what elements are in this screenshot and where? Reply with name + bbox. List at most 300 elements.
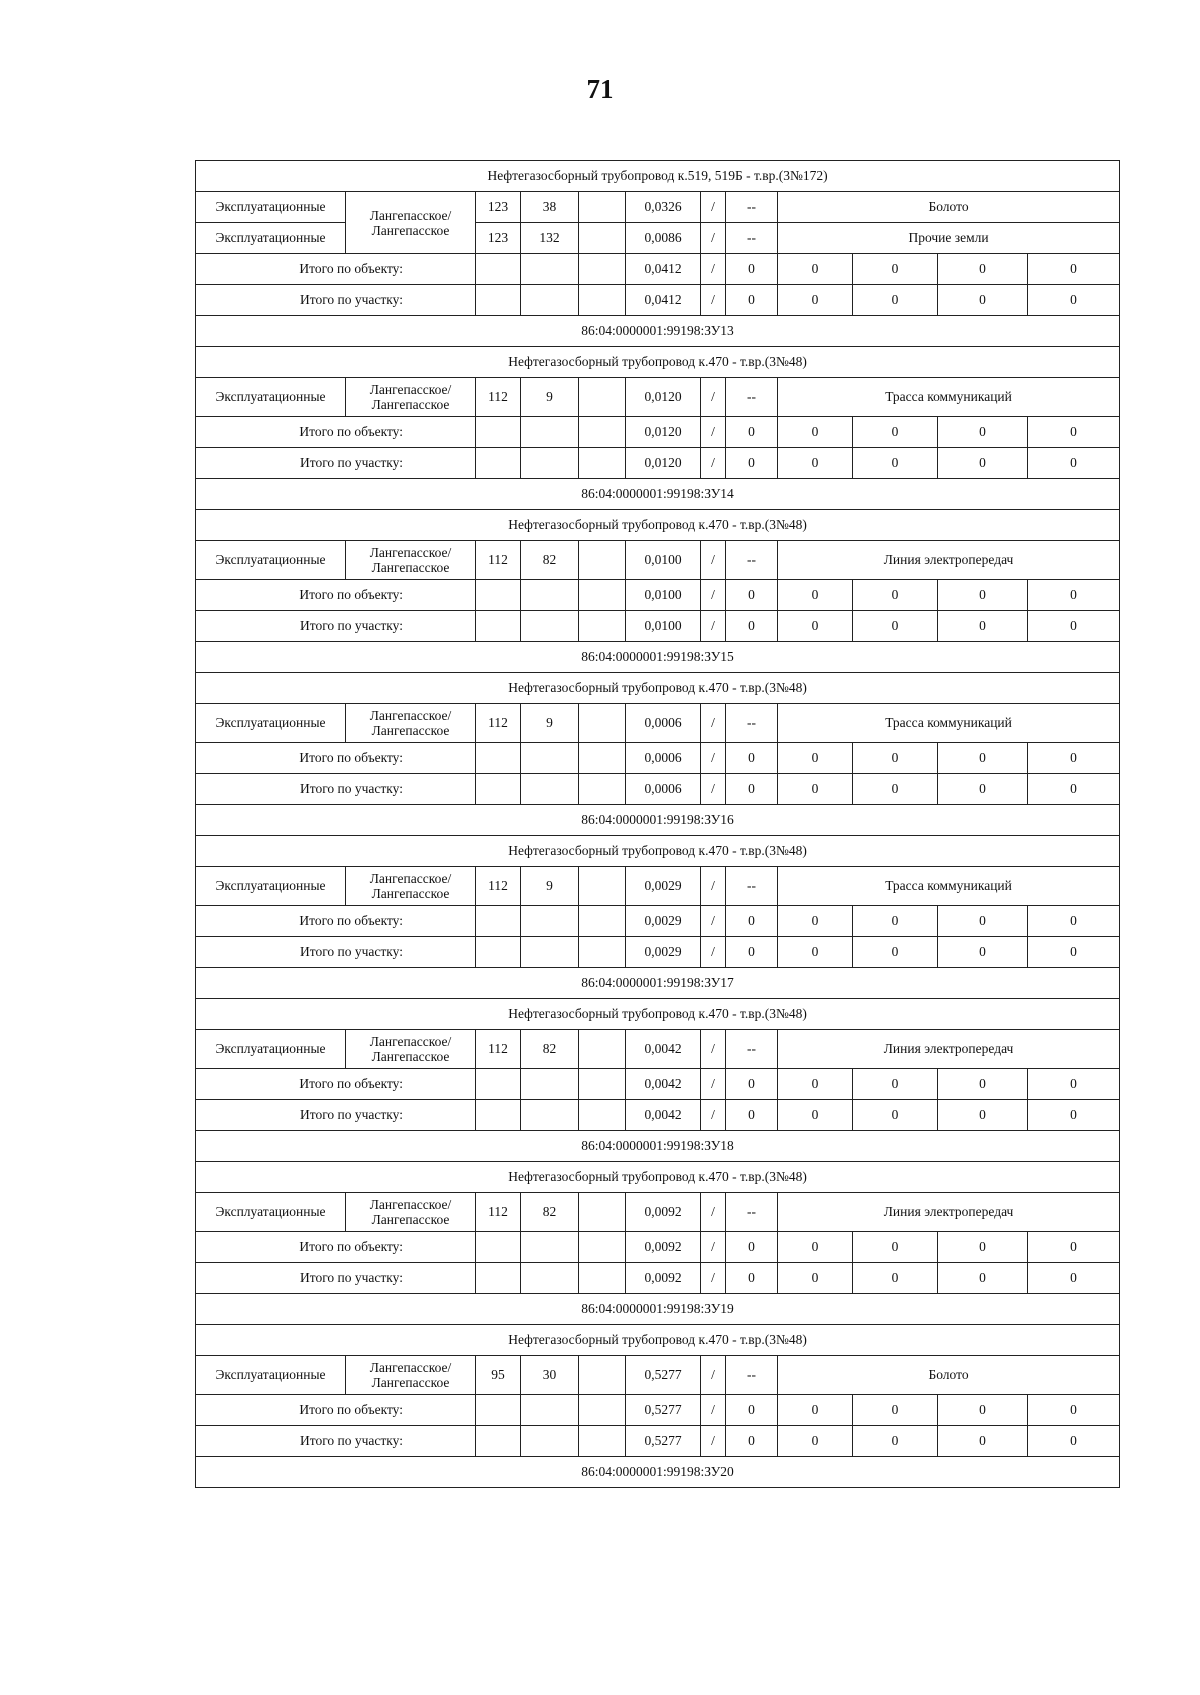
zero-value: 0 [938,1395,1028,1426]
empty-cell [476,611,521,642]
empty-cell [579,541,626,580]
slash-mark: / [701,223,726,254]
slash-mark: / [701,1069,726,1100]
zero-value: 0 [938,417,1028,448]
zero-value: 0 [726,1395,778,1426]
zero-value: 0 [1028,611,1120,642]
zero-value: 0 [726,1232,778,1263]
usage-type: Эксплуатационные [196,1030,346,1069]
zero-value: 0 [778,580,853,611]
land-category: Линия электропередач [778,541,1120,580]
zero-value: 0 [853,1395,938,1426]
zero-value: 0 [853,937,938,968]
zero-value: 0 [853,906,938,937]
cadastral-number: 86:04:0000001:99198:ЗУ19 [196,1294,1120,1325]
total-object-row [196,1232,1120,1263]
empty-cell [476,1426,521,1457]
total-label: Итого по объекту: [196,1395,476,1426]
zero-value: 0 [1028,1395,1120,1426]
zero-value: 0 [778,1263,853,1294]
zero-value: 0 [778,417,853,448]
total-section-row [196,285,1120,316]
empty-cell [579,1193,626,1232]
forestry-district: Лангепасское/ Лангепасское [346,192,476,254]
empty-cell [521,285,579,316]
detail-row [196,1356,1120,1395]
cadastral-number: 86:04:0000001:99198:ЗУ14 [196,479,1120,510]
zero-value: 0 [938,906,1028,937]
slash-mark: / [701,704,726,743]
dash-mark: -- [726,541,778,580]
zero-value: 0 [1028,448,1120,479]
cadastral-number: 86:04:0000001:99198:ЗУ15 [196,642,1120,673]
empty-cell [579,774,626,805]
forestry-district: Лангепасское/ Лангепасское [346,1356,476,1395]
zero-value: 0 [778,906,853,937]
slash-mark: / [701,1030,726,1069]
empty-cell [521,906,579,937]
total-section-row [196,611,1120,642]
total-label: Итого по объекту: [196,254,476,285]
zero-value: 0 [778,285,853,316]
zero-value: 0 [778,743,853,774]
slash-mark: / [701,867,726,906]
zero-value: 0 [778,774,853,805]
zero-value: 0 [853,774,938,805]
quarter-number: 95 [476,1356,521,1395]
zero-value: 0 [938,774,1028,805]
zero-value: 0 [726,906,778,937]
total-area: 0,5277 [626,1395,701,1426]
cadastral-number: 86:04:0000001:99198:ЗУ18 [196,1131,1120,1162]
detail-row [196,704,1120,743]
total-area: 0,0092 [626,1232,701,1263]
slash-mark: / [701,1193,726,1232]
dash-mark: -- [726,223,778,254]
area-value: 0,0029 [626,867,701,906]
zero-value: 0 [853,1426,938,1457]
section-header-row [196,161,1120,192]
zero-value: 0 [938,1100,1028,1131]
total-label: Итого по участку: [196,285,476,316]
allotment-number: 82 [521,1030,579,1069]
cadastral-number: 86:04:0000001:99198:ЗУ20 [196,1457,1120,1488]
total-area: 0,0120 [626,417,701,448]
quarter-number: 112 [476,1030,521,1069]
detail-row [196,378,1120,417]
allotment-number: 82 [521,541,579,580]
slash-mark: / [701,611,726,642]
empty-cell [521,1069,579,1100]
empty-cell [579,223,626,254]
pipeline-name: Нефтегазосборный трубопровод к.470 - т.вр.(3№48) [196,1162,1120,1193]
total-area: 0,0100 [626,580,701,611]
empty-cell [476,937,521,968]
slash-mark: / [701,1232,726,1263]
empty-cell [579,192,626,223]
empty-cell [476,774,521,805]
total-label: Итого по участку: [196,774,476,805]
quarter-number: 123 [476,223,521,254]
dash-mark: -- [726,1356,778,1395]
empty-cell [579,378,626,417]
empty-cell [579,1069,626,1100]
allotment-number: 38 [521,192,579,223]
zero-value: 0 [778,611,853,642]
empty-cell [521,1100,579,1131]
zero-value: 0 [1028,1069,1120,1100]
pipeline-name: Нефтегазосборный трубопровод к.470 - т.вр.(3№48) [196,347,1120,378]
empty-cell [579,937,626,968]
zero-value: 0 [778,1100,853,1131]
allotment-number: 82 [521,1193,579,1232]
empty-cell [579,1263,626,1294]
area-value: 0,0006 [626,704,701,743]
empty-cell [521,448,579,479]
empty-cell [521,1232,579,1263]
area-value: 0,5277 [626,1356,701,1395]
zero-value: 0 [726,1069,778,1100]
area-value: 0,0100 [626,541,701,580]
cadastral-row [196,642,1120,673]
section-header-row [196,347,1120,378]
section-header-row [196,1325,1120,1356]
zero-value: 0 [853,743,938,774]
empty-cell [579,1356,626,1395]
detail-row [196,1030,1120,1069]
zero-value: 0 [853,285,938,316]
empty-cell [579,1232,626,1263]
zero-value: 0 [726,254,778,285]
usage-type: Эксплуатационные [196,867,346,906]
total-label: Итого по объекту: [196,417,476,448]
cadastral-row [196,479,1120,510]
area-value: 0,0326 [626,192,701,223]
detail-row [196,223,1120,254]
zero-value: 0 [726,774,778,805]
dash-mark: -- [726,1193,778,1232]
empty-cell [521,611,579,642]
zero-value: 0 [938,1232,1028,1263]
empty-cell [521,774,579,805]
total-object-row [196,906,1120,937]
zero-value: 0 [726,743,778,774]
slash-mark: / [701,285,726,316]
dash-mark: -- [726,1030,778,1069]
pipeline-name: Нефтегазосборный трубопровод к.470 - т.вр.(3№48) [196,1325,1120,1356]
zero-value: 0 [938,254,1028,285]
cadastral-number: 86:04:0000001:99198:ЗУ13 [196,316,1120,347]
forestry-district: Лангепасское/ Лангепасское [346,1030,476,1069]
cadastral-row [196,1131,1120,1162]
total-section-row [196,1100,1120,1131]
slash-mark: / [701,1426,726,1457]
total-object-row [196,254,1120,285]
allotment-number: 9 [521,867,579,906]
forestry-district: Лангепасское/ Лангепасское [346,541,476,580]
zero-value: 0 [1028,1263,1120,1294]
total-section-row [196,937,1120,968]
total-section-row [196,1263,1120,1294]
zero-value: 0 [1028,1232,1120,1263]
cadastral-number: 86:04:0000001:99198:ЗУ17 [196,968,1120,999]
detail-row [196,541,1120,580]
zero-value: 0 [1028,417,1120,448]
section-header-row [196,836,1120,867]
zero-value: 0 [853,417,938,448]
zero-value: 0 [778,1069,853,1100]
empty-cell [521,417,579,448]
usage-type: Эксплуатационные [196,704,346,743]
area-value: 0,0120 [626,378,701,417]
cadastral-row [196,1294,1120,1325]
total-area: 0,0120 [626,448,701,479]
zero-value: 0 [853,254,938,285]
zero-value: 0 [726,611,778,642]
total-area: 0,0100 [626,611,701,642]
zero-value: 0 [938,580,1028,611]
empty-cell [579,867,626,906]
empty-cell [521,1395,579,1426]
zero-value: 0 [778,1426,853,1457]
slash-mark: / [701,1263,726,1294]
empty-cell [579,580,626,611]
total-area: 0,0042 [626,1100,701,1131]
zero-value: 0 [938,611,1028,642]
zero-value: 0 [853,580,938,611]
empty-cell [579,906,626,937]
detail-row [196,867,1120,906]
land-category: Линия электропередач [778,1030,1120,1069]
total-label: Итого по объекту: [196,743,476,774]
total-label: Итого по участку: [196,611,476,642]
pipeline-name: Нефтегазосборный трубопровод к.470 - т.вр.(3№48) [196,836,1120,867]
forestry-district: Лангепасское/ Лангепасское [346,378,476,417]
empty-cell [579,285,626,316]
zero-value: 0 [853,1263,938,1294]
forestry-district: Лангепасское/ Лангепасское [346,1193,476,1232]
empty-cell [579,417,626,448]
total-object-row [196,743,1120,774]
empty-cell [579,254,626,285]
total-label: Итого по участку: [196,1263,476,1294]
zero-value: 0 [726,1100,778,1131]
zero-value: 0 [726,1426,778,1457]
zero-value: 0 [938,937,1028,968]
empty-cell [476,254,521,285]
quarter-number: 112 [476,541,521,580]
empty-cell [579,1395,626,1426]
zero-value: 0 [726,285,778,316]
total-object-row [196,1395,1120,1426]
area-value: 0,0042 [626,1030,701,1069]
land-category: Болото [778,1356,1120,1395]
total-section-row [196,448,1120,479]
empty-cell [476,580,521,611]
usage-type: Эксплуатационные [196,1356,346,1395]
total-area: 0,0029 [626,937,701,968]
quarter-number: 112 [476,378,521,417]
allotment-number: 9 [521,378,579,417]
area-value: 0,0086 [626,223,701,254]
empty-cell [476,1069,521,1100]
empty-cell [476,1263,521,1294]
detail-row [196,1193,1120,1232]
total-section-row [196,1426,1120,1457]
zero-value: 0 [853,1069,938,1100]
zero-value: 0 [778,1395,853,1426]
zero-value: 0 [938,285,1028,316]
empty-cell [476,285,521,316]
zero-value: 0 [778,937,853,968]
usage-type: Эксплуатационные [196,1193,346,1232]
zero-value: 0 [853,448,938,479]
pipeline-name: Нефтегазосборный трубопровод к.519, 519Б - т.вр.(3№172) [196,161,1120,192]
total-section-row [196,774,1120,805]
land-category: Болото [778,192,1120,223]
slash-mark: / [701,541,726,580]
empty-cell [476,743,521,774]
total-area: 0,0412 [626,254,701,285]
cadastral-number: 86:04:0000001:99198:ЗУ16 [196,805,1120,836]
section-header-row [196,1162,1120,1193]
land-category: Трасса коммуникаций [778,378,1120,417]
empty-cell [579,448,626,479]
slash-mark: / [701,1100,726,1131]
land-category: Трасса коммуникаций [778,867,1120,906]
empty-cell [579,743,626,774]
dash-mark: -- [726,867,778,906]
slash-mark: / [701,774,726,805]
allotment-number: 30 [521,1356,579,1395]
usage-type: Эксплуатационные [196,192,346,223]
section-header-row [196,999,1120,1030]
zero-value: 0 [1028,906,1120,937]
zero-value: 0 [1028,774,1120,805]
total-area: 0,5277 [626,1426,701,1457]
slash-mark: / [701,192,726,223]
quarter-number: 123 [476,192,521,223]
empty-cell [476,1395,521,1426]
cadastral-row [196,968,1120,999]
slash-mark: / [701,417,726,448]
quarter-number: 112 [476,704,521,743]
total-label: Итого по объекту: [196,580,476,611]
total-area: 0,0092 [626,1263,701,1294]
usage-type: Эксплуатационные [196,378,346,417]
empty-cell [476,906,521,937]
empty-cell [579,611,626,642]
zero-value: 0 [726,1263,778,1294]
total-label: Итого по объекту: [196,1069,476,1100]
land-category: Трасса коммуникаций [778,704,1120,743]
zero-value: 0 [853,1232,938,1263]
total-label: Итого по объекту: [196,906,476,937]
empty-cell [579,704,626,743]
page-number: 71 [586,74,614,104]
zero-value: 0 [1028,743,1120,774]
forestry-district: Лангепасское/ Лангепасское [346,867,476,906]
land-category: Линия электропередач [778,1193,1120,1232]
total-area: 0,0006 [626,743,701,774]
zero-value: 0 [1028,1426,1120,1457]
zero-value: 0 [726,937,778,968]
zero-value: 0 [938,743,1028,774]
cadastral-row [196,316,1120,347]
empty-cell [476,1100,521,1131]
zero-value: 0 [778,254,853,285]
quarter-number: 112 [476,867,521,906]
empty-cell [476,417,521,448]
detail-row [196,192,1120,223]
empty-cell [521,1426,579,1457]
area-value: 0,0092 [626,1193,701,1232]
zero-value: 0 [726,448,778,479]
forestry-district: Лангепасское/ Лангепасское [346,704,476,743]
total-label: Итого по участку: [196,1100,476,1131]
dash-mark: -- [726,192,778,223]
slash-mark: / [701,254,726,285]
empty-cell [521,580,579,611]
slash-mark: / [701,378,726,417]
quarter-number: 112 [476,1193,521,1232]
empty-cell [579,1426,626,1457]
zero-value: 0 [1028,285,1120,316]
zero-value: 0 [1028,937,1120,968]
total-object-row [196,417,1120,448]
zero-value: 0 [778,448,853,479]
slash-mark: / [701,743,726,774]
pipeline-name: Нефтегазосборный трубопровод к.470 - т.вр.(3№48) [196,673,1120,704]
zero-value: 0 [1028,1100,1120,1131]
slash-mark: / [701,906,726,937]
cadastral-row [196,1457,1120,1488]
total-area: 0,0029 [626,906,701,937]
empty-cell [579,1100,626,1131]
slash-mark: / [701,448,726,479]
land-plot-table [195,160,1120,1488]
total-label: Итого по участку: [196,1426,476,1457]
section-header-row [196,673,1120,704]
empty-cell [521,743,579,774]
total-label: Итого по участку: [196,448,476,479]
zero-value: 0 [1028,254,1120,285]
allotment-number: 9 [521,704,579,743]
slash-mark: / [701,1356,726,1395]
allotment-number: 132 [521,223,579,254]
dash-mark: -- [726,378,778,417]
empty-cell [476,1232,521,1263]
dash-mark: -- [726,704,778,743]
usage-type: Эксплуатационные [196,223,346,254]
usage-type: Эксплуатационные [196,541,346,580]
zero-value: 0 [726,580,778,611]
total-label: Итого по участку: [196,937,476,968]
zero-value: 0 [853,1100,938,1131]
total-area: 0,0412 [626,285,701,316]
zero-value: 0 [778,1232,853,1263]
zero-value: 0 [938,1426,1028,1457]
pipeline-name: Нефтегазосборный трубопровод к.470 - т.вр.(3№48) [196,510,1120,541]
zero-value: 0 [726,417,778,448]
empty-cell [476,448,521,479]
zero-value: 0 [938,1069,1028,1100]
slash-mark: / [701,580,726,611]
total-label: Итого по объекту: [196,1232,476,1263]
total-object-row [196,1069,1120,1100]
zero-value: 0 [938,448,1028,479]
empty-cell [579,1030,626,1069]
